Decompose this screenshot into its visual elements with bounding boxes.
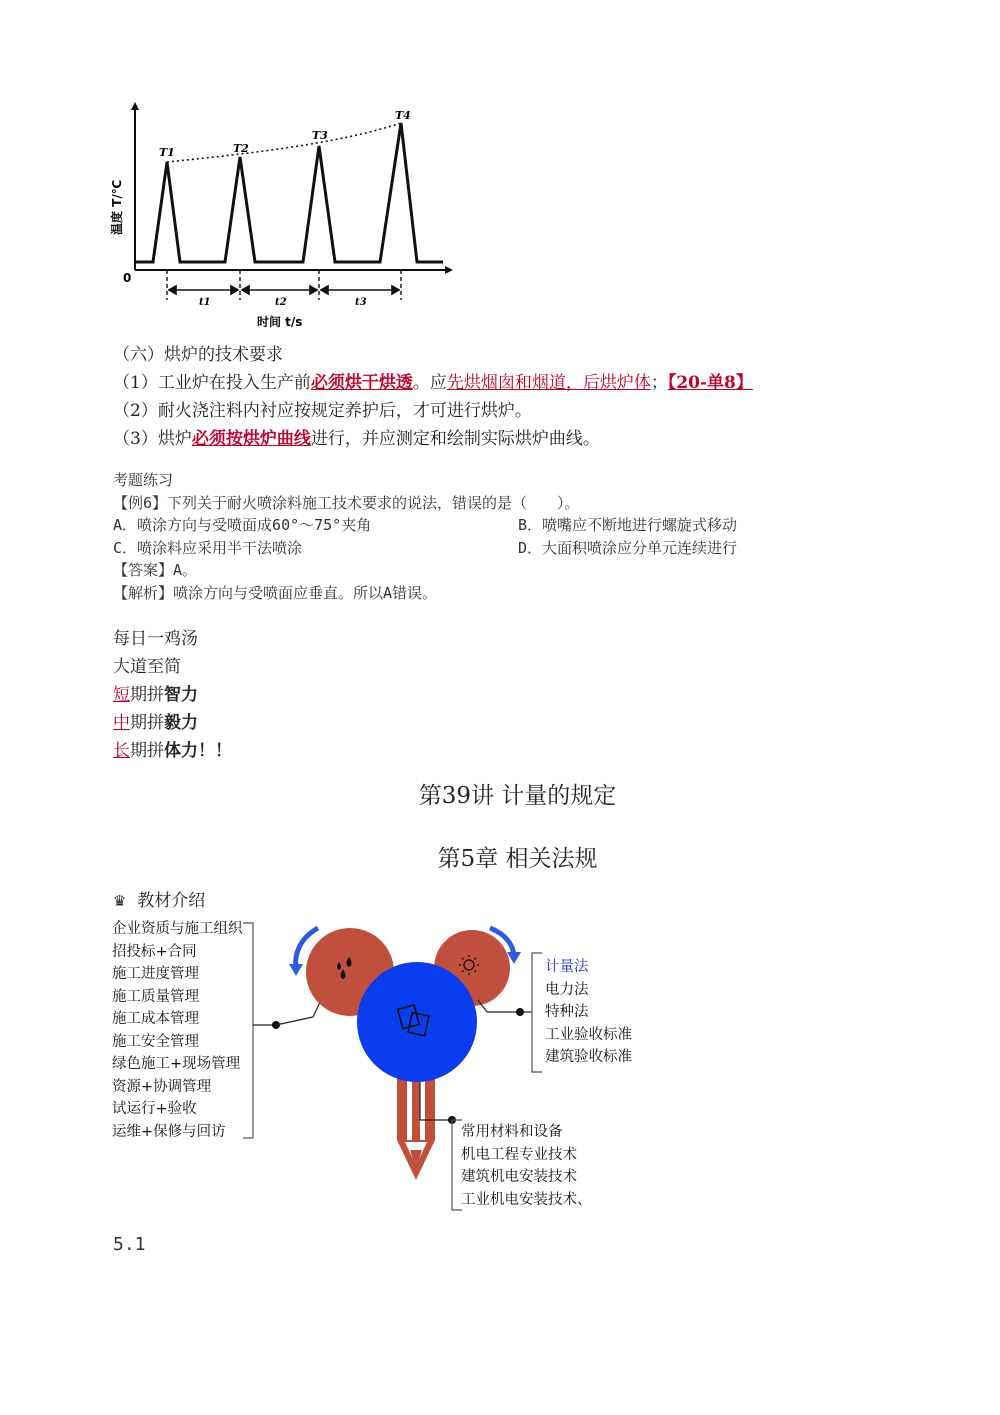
origin-label: 0 <box>123 271 132 285</box>
list-item: 施工安全管理 <box>112 1033 199 1050</box>
motto-line: 短期拼智力 <box>113 685 198 705</box>
list-item: 运维+保修与回访 <box>112 1123 226 1140</box>
list-item: 试运行+验收 <box>112 1101 197 1117</box>
list-item: 招投标+合同 <box>112 943 197 960</box>
list-item: 企业资质与施工组织 <box>112 921 243 937</box>
interval-label: t1 <box>199 297 211 308</box>
requirement-1: （1）工业炉在投入生产前必须烘干烘透。应先烘烟囱和烟道，后烘炉体；【20-单8】 <box>113 373 753 393</box>
motto-line: 中期拼毅力 <box>113 713 198 733</box>
list-item: 常用材料和设备 <box>461 1124 563 1140</box>
temperature-curve <box>135 123 443 262</box>
list-item: 建筑机电安装技术 <box>461 1169 577 1185</box>
exam-tag: 【20-单8】 <box>667 373 753 393</box>
textbook-diagram <box>230 915 550 1215</box>
list-item: 电力法 <box>545 981 589 998</box>
list-item: 资源+协调管理 <box>112 1078 212 1095</box>
option-c: C．喷涂料应采用半干法喷涂 <box>113 539 303 557</box>
x-axis-label: 时间 t/s <box>257 315 303 329</box>
section-heading: （六）烘炉的技术要求 <box>113 345 283 365</box>
list-item: 计量法 <box>545 959 589 975</box>
list-item: 施工质量管理 <box>112 988 199 1005</box>
interval-label: t2 <box>275 297 287 308</box>
exercise-title: 考题练习 <box>113 471 174 489</box>
list-item: 特种法 <box>545 1004 589 1020</box>
analysis: 【解析】喷涂方向与受喷面应垂直。所以A错误。 <box>113 584 438 602</box>
requirement-2: （2）耐火浇注料内衬应按规定养护后，才可进行烘炉。 <box>113 401 532 421</box>
list-item: 建筑验收标准 <box>545 1049 632 1065</box>
peak-label: T2 <box>233 142 249 155</box>
interval-label: t3 <box>355 297 367 308</box>
motto-title: 每日一鸡汤 <box>113 629 198 649</box>
textbook-heading: ♛ 教材介绍 <box>113 891 206 911</box>
chapter-title: 第5章 相关法规 <box>437 846 598 872</box>
list-item: 施工进度管理 <box>112 966 199 982</box>
list-item: 施工成本管理 <box>112 1011 199 1027</box>
list-item: 绿色施工+现场管理 <box>112 1056 241 1072</box>
interval-markers <box>167 270 401 300</box>
y-axis-label: 温度 T/℃ <box>110 179 124 235</box>
peak-label: T3 <box>312 129 328 142</box>
option-b: B．喷嘴应不断地进行螺旋式移动 <box>518 516 738 534</box>
motto-line: 大道至简 <box>113 657 181 677</box>
list-item: 机电工程专业技术 <box>461 1146 577 1163</box>
peak-label: T1 <box>159 146 175 159</box>
peak-label: T4 <box>395 109 411 122</box>
envelope-dotted-line <box>167 123 401 162</box>
option-d: D．大面积喷涂应分单元连续进行 <box>518 539 738 557</box>
page-number: 5.1 <box>113 1234 146 1255</box>
rotate-arrow-icon <box>289 964 303 976</box>
baking-curve-figure <box>105 100 455 335</box>
left-topic-list <box>112 918 243 1143</box>
blue-circle <box>357 962 477 1082</box>
lecture-title: 第39讲 计量的规定 <box>418 783 617 809</box>
exercise-question: 【例6】下列关于耐火喷涂料施工技术要求的说法，错误的是（ ）。 <box>113 494 580 512</box>
crown-icon: ♛ <box>113 892 127 910</box>
right-topic-list <box>545 956 632 1069</box>
list-item: 工业机电安装技术、 <box>461 1191 592 1208</box>
answer: 【答案】A。 <box>113 561 198 579</box>
motto-line: 长期拼体力！！ <box>113 741 232 761</box>
list-item: 工业验收标准 <box>545 1026 632 1043</box>
requirement-3: （3）烘炉必须按烘炉曲线进行，并应测定和绘制实际烘炉曲线。 <box>113 429 600 449</box>
option-a: A．喷涂方向与受喷面成60°～75°夹角 <box>113 516 372 534</box>
pencil-shape <box>397 1070 435 1180</box>
